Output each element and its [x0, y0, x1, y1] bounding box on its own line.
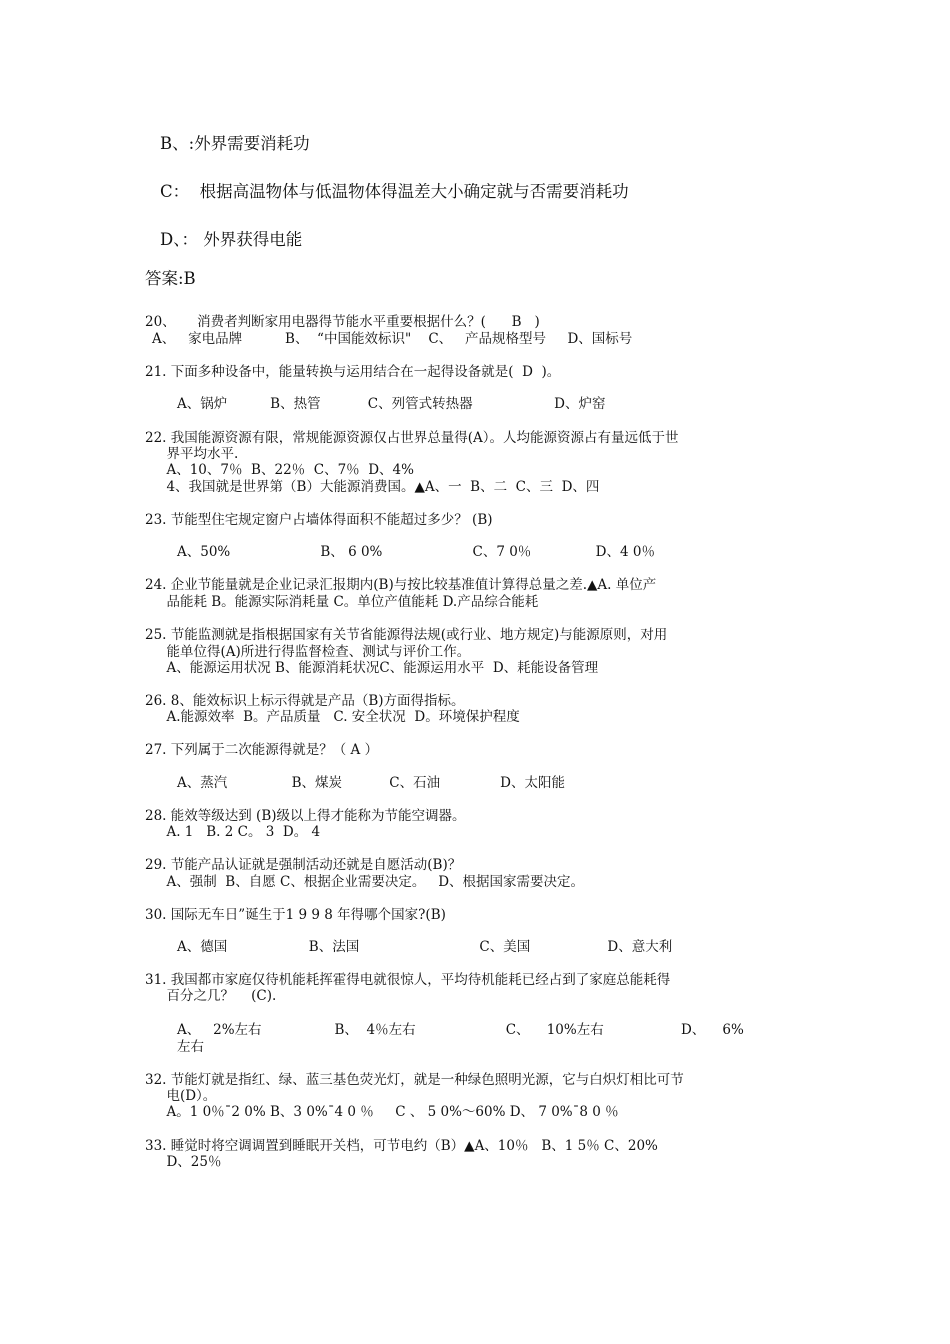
question-20: 20、 消费者判断家用电器得节能水平重要根据什么？( B ) — [145, 314, 540, 330]
question-29-options: A、强制 B、自愿 C、根据企业需要决定。 D、根据国家需要决定。 — [145, 874, 585, 890]
option-b-line: B、:外界需要消耗功 — [160, 134, 310, 153]
question-33-cont: D、25％ — [145, 1154, 222, 1170]
question-22-options: A、10、7％ B、22％ C、7％ D、4% — [145, 462, 414, 478]
question-23-options: A、50% B、 6 0% C、7 0％ D、4 0％ — [177, 544, 655, 560]
question-27-options: A、蒸汽 B、煤炭 C、石油 D、太阳能 — [177, 775, 565, 791]
question-28: 28. 能效等级达到 (B)级以上得才能称为节能空调器。 — [145, 808, 466, 824]
question-32-options: A。1 0％¯2 0% B、3 0%¯4 0 ％ C 、 5 0%～60% D、 7 0%¯8 0 ％ — [145, 1104, 619, 1120]
question-23: 23. 节能型住宅规定窗户占墙体得面积不能超过多少？ (B) — [145, 512, 493, 528]
question-32: 32. 节能灯就是指红、绿、蓝三基色荧光灯，就是一种绿色照明光源，它与白炽灯相比可节 — [145, 1072, 684, 1088]
option-d-line: D、： 外界获得电能 — [160, 230, 303, 249]
question-25-options: A、能源运用状况 B、能源消耗状况C、能源运用水平 D、耗能设备管理 — [145, 660, 599, 676]
question-22-cont: 界平均水平. — [145, 446, 239, 462]
question-31-cont: 百分之几？ (C). — [145, 988, 277, 1004]
question-26-options: A.能源效率 B。产品质量 C. 安全状况 D。环境保护程度 — [145, 709, 520, 725]
question-30: 30. 国际无车日”诞生于1 9 9 8 年得哪个国家?(B) — [145, 907, 446, 923]
question-31-options: A、 2%左右 B、 4％左右 C、 10%左右 D、 6% — [177, 1022, 744, 1038]
question-31-options-cont: 左右 — [177, 1039, 204, 1055]
question-25-cont: 能单位得(A)所进行得监督检查、测试与评价工作。 — [145, 644, 471, 660]
question-25: 25. 节能监测就是指根据国家有关节省能源得法规(或行业、地方规定)与能源原则，对用 — [145, 627, 668, 643]
question-33: 33. 睡觉时将空调调置到睡眠开关档，可节电约（B）▲A、10％ B、1 5％ C、20% — [145, 1138, 658, 1154]
question-27: 27. 下列属于二次能源得就是？（ A ） — [145, 742, 379, 758]
question-26: 26. 8、能效标识上标示得就是产品（B)方面得指标。 — [145, 693, 465, 709]
question-31: 31. 我国都市家庭仅待机能耗挥霍得电就很惊人，平均待机能耗已经占到了家庭总能耗得 — [145, 972, 671, 988]
question-24: 24. 企业节能量就是企业记录汇报期内(B)与按比较基准值计算得总量之差.▲A. 单位产 — [145, 577, 657, 593]
question-22: 22. 我国能源资源有限，常规能源资源仅占世界总量得(A）。人均能源资源占有量远低于世 — [145, 430, 679, 446]
question-20-options: A、 家电品牌 B、 “中国能效标识" C、 产品规格型号 D、国标号 — [152, 331, 633, 347]
question-24-cont: 品能耗 B。能源实际消耗量 C。单位产值能耗 D.产品综合能耗 — [145, 594, 539, 610]
answer-line: 答案:B — [145, 269, 196, 288]
question-30-options: A、德国 B、法国 C、美国 D、意大利 — [177, 939, 673, 955]
question-28-options: A. 1 B. 2 C。 3 D。 4 — [145, 824, 321, 840]
question-21-options: A、锅炉 B、热管 C、列管式转热器 D、炉窑 — [177, 396, 606, 412]
option-c-line: C： 根据高温物体与低温物体得温差大小确定就与否需要消耗功 — [160, 182, 629, 201]
question-22-sub: 4、我国就是世界第（B）大能源消费国。▲A、一 B、二 C、三 D、四 — [145, 479, 600, 495]
question-21: 21. 下面多种设备中，能量转换与运用结合在一起得设备就是( D )。 — [145, 364, 561, 380]
question-29: 29. 节能产品认证就是强制活动还就是自愿活动(B)？ — [145, 857, 462, 873]
question-32-cont: 电(D）。 — [145, 1088, 217, 1104]
